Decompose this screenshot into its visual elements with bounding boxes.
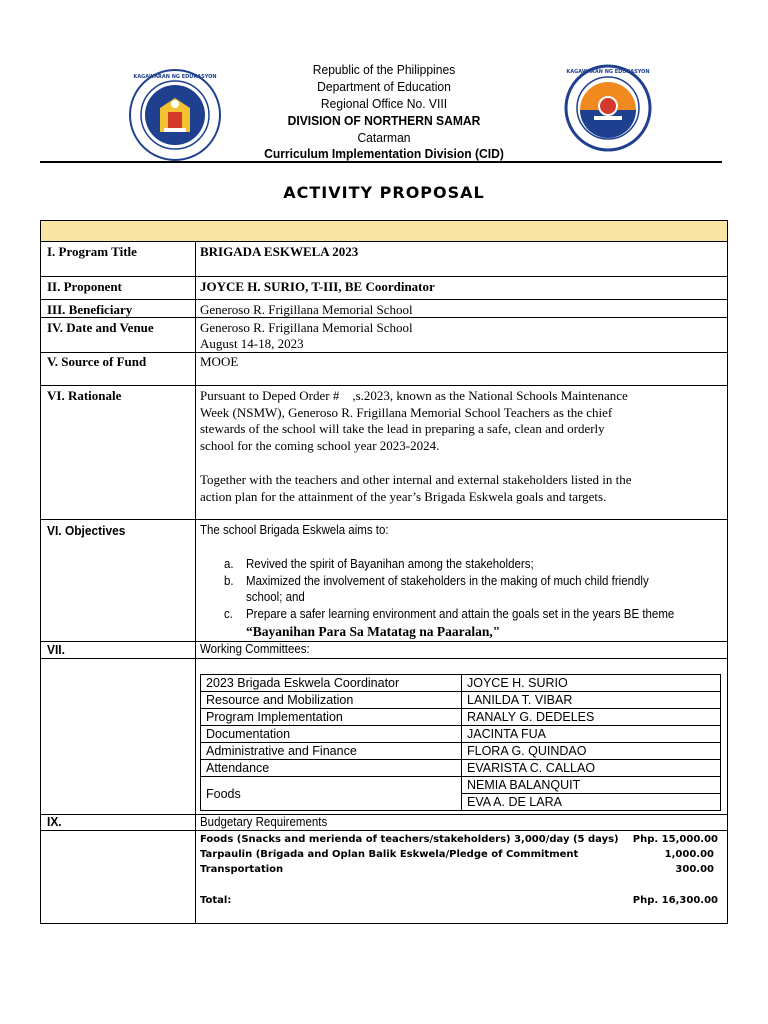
row-line xyxy=(40,276,728,277)
budget-total-value: Php. 16,300.00 xyxy=(632,895,718,906)
objective-b-text: Maximized the involvement of stakeholders in the making of much child friendly xyxy=(246,574,649,588)
right-seal-text: KAGAWARAN NG EDUKASYON xyxy=(566,69,650,75)
budget-item-tarpaulin: Tarpaulin (Brigada and Oplan Balik Eskwela/Pledge of Commitment xyxy=(200,849,579,860)
row-line xyxy=(40,519,728,520)
committees-table xyxy=(200,674,721,811)
date-venue-label: IV. Date and Venue xyxy=(47,320,154,335)
committee-role: Attendance xyxy=(201,760,462,777)
committee-role: 2023 Brigada Eskwela Coordinator xyxy=(201,675,462,692)
header-cid: Curriculum Implementation Division (CID) xyxy=(264,146,504,161)
table-header-band xyxy=(41,221,727,242)
row-line xyxy=(40,814,728,815)
program-title-value: BRIGADA ESKWELA 2023 xyxy=(200,244,359,259)
rationale-paragraph-1 xyxy=(200,388,722,454)
header-division: DIVISION OF NORTHERN SAMAR xyxy=(287,113,481,128)
date-venue-school: Generoso R. Frigillana Memorial School xyxy=(200,320,413,335)
date-venue-dates: August 14-18, 2023 xyxy=(200,336,304,351)
budget-amount-transportation: 300.00 xyxy=(675,864,714,875)
source-fund-label: V. Source of Fund xyxy=(47,354,147,369)
committee-person: JOYCE H. SURIO xyxy=(462,675,721,692)
row-line xyxy=(40,385,728,386)
row-line xyxy=(40,299,728,300)
committee-person: EVA A. DE LARA xyxy=(462,794,721,811)
table-row xyxy=(201,777,721,794)
rationale-line: action plan for the attainment of the year’s Brigada Eskwela goals and targets. xyxy=(200,488,607,504)
table-row xyxy=(201,675,721,692)
header-department: Department of Education xyxy=(317,79,451,94)
budget-title: Budgetary Requirements xyxy=(200,815,328,829)
objective-a-text: Revived the spirit of Bayanihan among the stakeholders; xyxy=(246,557,534,571)
committee-role: Program Implementation xyxy=(201,709,462,726)
beneficiary-label: III. Beneficiary xyxy=(47,302,133,317)
budget-amount-foods: Php. 15,000.00 xyxy=(632,834,718,845)
budget-label: IX. xyxy=(47,814,62,829)
rationale-line: stewards of the school will take the lead in preparing a safe, clean and orderly xyxy=(200,421,605,436)
beneficiary-value: Generoso R. Frigillana Memorial School xyxy=(200,302,413,317)
committee-role: Resource and Mobilization xyxy=(201,692,462,709)
budget-item-transportation: Transportation xyxy=(200,864,284,875)
committees-title: Working Committees: xyxy=(200,642,310,656)
objective-marker-b: b. xyxy=(224,574,234,588)
budget-amount-tarpaulin: 1,000.00 xyxy=(664,849,714,860)
objective-b-text-cont: school; and xyxy=(246,590,305,604)
table-row xyxy=(201,743,721,760)
objective-marker-c: c. xyxy=(224,607,233,621)
rationale-label: VI. Rationale xyxy=(47,388,122,403)
committee-person: EVARISTA C. CALLAO xyxy=(462,760,721,777)
rationale-line: school for the coming school year 2023-2024. xyxy=(200,437,440,453)
left-seal-text: KAGAWARAN NG EDUKASYON xyxy=(133,74,217,80)
proponent-label: II. Proponent xyxy=(47,279,122,294)
table-row xyxy=(201,760,721,777)
header-region: Regional Office No. VIII xyxy=(320,96,448,111)
committee-role: Administrative and Finance xyxy=(201,743,462,760)
column-divider xyxy=(195,241,196,924)
rationale-line: Pursuant to Deped Order # ,s.2023, known as the National Schools Maintenance xyxy=(200,388,628,403)
row-line xyxy=(40,641,728,642)
committee-person: LANILDA T. VIBAR xyxy=(462,692,721,709)
committee-person: NEMIA BALANQUIT xyxy=(462,777,721,794)
table-row xyxy=(201,692,721,709)
header-city: Catarman xyxy=(357,130,411,145)
committee-role-foods: Foods xyxy=(201,777,462,811)
committee-role: Documentation xyxy=(201,726,462,743)
table-row xyxy=(201,709,721,726)
budget-item-foods: Foods (Snacks and merienda of teachers/stakeholders) 3,000/day (5 days) xyxy=(200,834,619,845)
budget-total-label: Total: xyxy=(200,895,232,906)
rationale-paragraph-2 xyxy=(200,472,722,505)
row-line xyxy=(40,658,728,659)
program-title-label: I. Program Title xyxy=(47,244,137,259)
source-fund-value: MOOE xyxy=(200,354,239,369)
committee-person: FLORA G. QUINDAO xyxy=(462,743,721,760)
document-title: ACTIVITY PROPOSAL xyxy=(283,183,485,202)
objective-marker-a: a. xyxy=(224,557,234,571)
objectives-label: VI. Objectives xyxy=(47,523,126,538)
row-line xyxy=(40,352,728,353)
header-rule xyxy=(40,161,722,163)
proponent-value: JOYCE H. SURIO, T-III, BE Coordinator xyxy=(200,279,435,294)
objective-theme: “Bayanihan Para Sa Matatag na Paaralan," xyxy=(246,624,501,639)
objectives-intro: The school Brigada Eskwela aims to: xyxy=(200,523,389,537)
rationale-line: Together with the teachers and other internal and external stakeholders listed in the xyxy=(200,472,632,487)
committee-person: JACINTA FUA xyxy=(462,726,721,743)
committee-person: RANALY G. DEDELES xyxy=(462,709,721,726)
objective-c-text: Prepare a safer learning environment and attain the goals set in the years BE theme xyxy=(246,607,675,621)
table-row xyxy=(201,726,721,743)
rationale-line: Week (NSMW), Generoso R. Frigillana Memorial School Teachers as the chief xyxy=(200,404,613,420)
header-republic: Republic of the Philippines xyxy=(312,62,456,77)
committees-label: VII. xyxy=(47,642,65,657)
row-line xyxy=(40,830,728,831)
